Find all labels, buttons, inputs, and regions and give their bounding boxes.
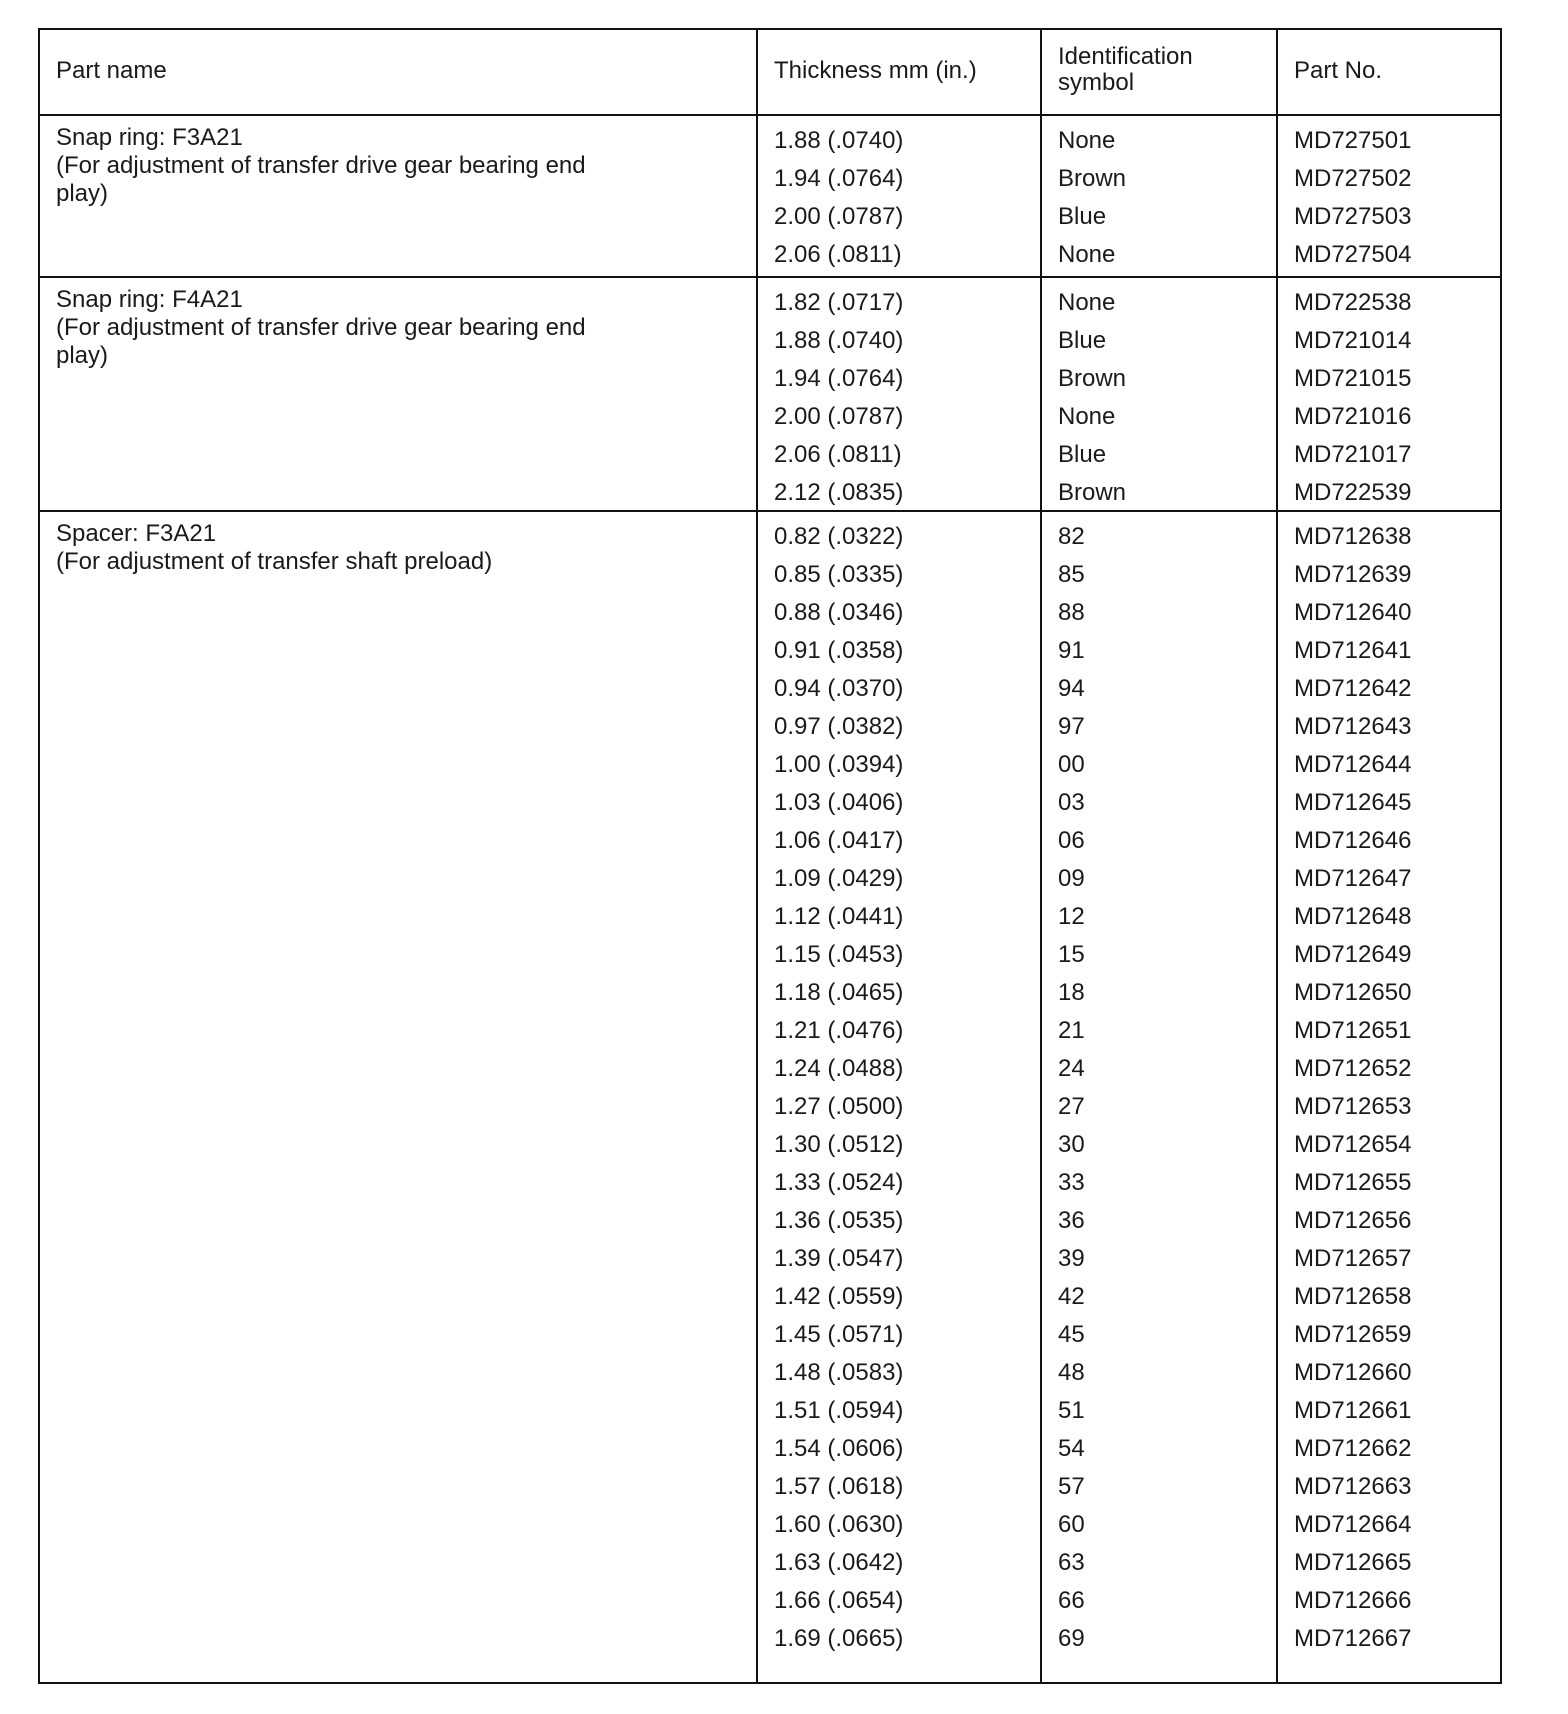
part-number-cell: MD712649 <box>1294 941 1412 968</box>
thickness-cell: 2.00 (.0787) <box>774 203 904 230</box>
identification-symbol-cell: 12 <box>1058 903 1085 930</box>
part-number-cell: MD721017 <box>1294 441 1412 468</box>
table-row <box>40 860 1500 898</box>
table-row <box>40 518 1500 556</box>
thickness-cell: 1.45 (.0571) <box>774 1321 904 1348</box>
table-row <box>40 1050 1500 1088</box>
table-row <box>40 1620 1500 1658</box>
part-number-cell: MD712662 <box>1294 1435 1412 1462</box>
identification-symbol-cell: 15 <box>1058 941 1085 968</box>
part-number-cell: MD722538 <box>1294 289 1412 316</box>
thickness-cell: 1.39 (.0547) <box>774 1245 904 1272</box>
identification-symbol-cell: 24 <box>1058 1055 1085 1082</box>
part-number-cell: MD712654 <box>1294 1131 1412 1158</box>
thickness-cell: 1.57 (.0618) <box>774 1473 904 1500</box>
table-row <box>40 670 1500 708</box>
table-row <box>40 1430 1500 1468</box>
part-name: Spacer: F3A21 <box>56 520 217 547</box>
part-number-cell: MD712665 <box>1294 1549 1412 1576</box>
table-row <box>40 822 1500 860</box>
part-number-cell: MD712646 <box>1294 827 1412 854</box>
identification-symbol-cell: 45 <box>1058 1321 1085 1348</box>
thickness-cell: 1.69 (.0665) <box>774 1625 904 1652</box>
part-number-cell: MD712657 <box>1294 1245 1412 1272</box>
thickness-cell: 1.24 (.0488) <box>774 1055 904 1082</box>
thickness-cell: 1.54 (.0606) <box>774 1435 904 1462</box>
thickness-cell: 2.06 (.0811) <box>774 241 902 268</box>
part-number-cell: MD712653 <box>1294 1093 1412 1120</box>
thickness-cell: 1.09 (.0429) <box>774 865 904 892</box>
table-row <box>40 474 1500 512</box>
identification-symbol-cell: 63 <box>1058 1549 1085 1576</box>
table-row <box>40 1316 1500 1354</box>
part-number-cell: MD712655 <box>1294 1169 1412 1196</box>
table-row <box>40 1506 1500 1544</box>
thickness-cell: 1.03 (.0406) <box>774 789 904 816</box>
part-number-cell: MD712641 <box>1294 637 1412 664</box>
thickness-cell: 2.00 (.0787) <box>774 403 904 430</box>
table-row <box>40 594 1500 632</box>
identification-symbol-cell: Blue <box>1058 441 1107 468</box>
table-group-snap-ring-f3a21 <box>40 116 1500 276</box>
thickness-cell: 0.82 (.0322) <box>774 523 904 550</box>
part-description: (For adjustment of transfer drive gear bearing end <box>56 152 586 179</box>
identification-symbol-cell: 51 <box>1058 1397 1085 1424</box>
table-row <box>40 1354 1500 1392</box>
identification-symbol-cell: 33 <box>1058 1169 1085 1196</box>
identification-symbol-cell: 60 <box>1058 1511 1085 1538</box>
table-row <box>40 198 1500 236</box>
identification-symbol-cell: 42 <box>1058 1283 1085 1310</box>
identification-symbol-cell: 69 <box>1058 1625 1085 1652</box>
identification-symbol-cell: 39 <box>1058 1245 1085 1272</box>
part-description: (For adjustment of transfer shaft preload) <box>56 548 493 575</box>
table-row <box>40 746 1500 784</box>
table-row <box>40 936 1500 974</box>
identification-symbol-cell: 66 <box>1058 1587 1085 1614</box>
identification-symbol-cell: 18 <box>1058 979 1085 1006</box>
thickness-cell: 1.63 (.0642) <box>774 1549 904 1576</box>
thickness-cell: 1.42 (.0559) <box>774 1283 904 1310</box>
part-number-cell: MD712642 <box>1294 675 1412 702</box>
part-description: play) <box>56 180 109 207</box>
table-row <box>40 632 1500 670</box>
part-number-cell: MD712650 <box>1294 979 1412 1006</box>
identification-symbol-cell: 27 <box>1058 1093 1085 1120</box>
part-number-cell: MD712648 <box>1294 903 1412 930</box>
identification-symbol-cell: 00 <box>1058 751 1085 778</box>
part-number-cell: MD727502 <box>1294 165 1412 192</box>
identification-symbol-cell: 54 <box>1058 1435 1085 1462</box>
part-number-cell: MD712656 <box>1294 1207 1412 1234</box>
identification-symbol-cell: 03 <box>1058 789 1085 816</box>
table-row <box>40 1240 1500 1278</box>
thickness-cell: 1.15 (.0453) <box>774 941 904 968</box>
part-number-cell: MD712652 <box>1294 1055 1412 1082</box>
part-number-cell: MD712647 <box>1294 865 1412 892</box>
identification-symbol-cell: 57 <box>1058 1473 1085 1500</box>
thickness-cell: 1.60 (.0630) <box>774 1511 904 1538</box>
identification-symbol-cell: None <box>1058 289 1116 316</box>
table-row <box>40 1012 1500 1050</box>
thickness-cell: 1.66 (.0654) <box>774 1587 904 1614</box>
thickness-cell: 0.91 (.0358) <box>774 637 904 664</box>
table-row <box>40 1164 1500 1202</box>
identification-symbol-cell: 94 <box>1058 675 1085 702</box>
thickness-cell: 0.85 (.0335) <box>774 561 904 588</box>
table-row <box>40 236 1500 274</box>
part-number-cell: MD712639 <box>1294 561 1412 588</box>
part-name: Snap ring: F4A21 <box>56 286 243 313</box>
thickness-cell: 1.06 (.0417) <box>774 827 904 854</box>
thickness-cell: 1.27 (.0500) <box>774 1093 904 1120</box>
identification-symbol-cell: 82 <box>1058 523 1085 550</box>
table-group-spacer-f3a21 <box>40 512 1500 1682</box>
header-part-no: Part No. <box>1294 57 1383 84</box>
table-row <box>40 1468 1500 1506</box>
identification-symbol-cell: 91 <box>1058 637 1085 664</box>
thickness-cell: 0.88 (.0346) <box>774 599 904 626</box>
identification-symbol-cell: 21 <box>1058 1017 1085 1044</box>
part-number-cell: MD712638 <box>1294 523 1412 550</box>
part-number-cell: MD722539 <box>1294 479 1412 506</box>
part-number-cell: MD712658 <box>1294 1283 1412 1310</box>
table-row <box>40 974 1500 1012</box>
identification-symbol-cell: None <box>1058 403 1116 430</box>
table-row <box>40 1392 1500 1430</box>
part-number-cell: MD712664 <box>1294 1511 1412 1538</box>
thickness-cell: 1.82 (.0717) <box>774 289 904 316</box>
header-symbol: symbol <box>1058 69 1135 96</box>
thickness-cell: 2.06 (.0811) <box>774 441 902 468</box>
thickness-cell: 1.94 (.0764) <box>774 365 904 392</box>
parts-table <box>38 28 1502 1684</box>
thickness-cell: 0.97 (.0382) <box>774 713 904 740</box>
thickness-cell: 1.00 (.0394) <box>774 751 904 778</box>
table-row <box>40 1278 1500 1316</box>
identification-symbol-cell: Brown <box>1058 165 1127 192</box>
identification-symbol-cell: 85 <box>1058 561 1085 588</box>
thickness-cell: 1.94 (.0764) <box>774 165 904 192</box>
header-identification: Identification <box>1058 43 1193 70</box>
table-row <box>40 556 1500 594</box>
identification-symbol-cell: Blue <box>1058 327 1107 354</box>
part-description: (For adjustment of transfer drive gear bearing end <box>56 314 586 341</box>
thickness-cell: 1.88 (.0740) <box>774 127 904 154</box>
thickness-cell: 1.30 (.0512) <box>774 1131 904 1158</box>
table-row <box>40 160 1500 198</box>
identification-symbol-cell: Blue <box>1058 203 1107 230</box>
part-description: play) <box>56 342 109 369</box>
identification-symbol-cell: 36 <box>1058 1207 1085 1234</box>
identification-symbol-cell: 30 <box>1058 1131 1085 1158</box>
thickness-cell: 2.12 (.0835) <box>774 479 904 506</box>
part-number-cell: MD712645 <box>1294 789 1412 816</box>
table-row <box>40 1126 1500 1164</box>
part-number-cell: MD712644 <box>1294 751 1412 778</box>
thickness-cell: 1.48 (.0583) <box>774 1359 904 1386</box>
part-number-cell: MD727503 <box>1294 203 1412 230</box>
table-row <box>40 436 1500 474</box>
identification-symbol-cell: Brown <box>1058 365 1127 392</box>
thickness-cell: 1.18 (.0465) <box>774 979 904 1006</box>
part-number-cell: MD712640 <box>1294 599 1412 626</box>
thickness-cell: 0.94 (.0370) <box>774 675 904 702</box>
part-number-cell: MD712660 <box>1294 1359 1412 1386</box>
header-part-name: Part name <box>56 57 167 84</box>
table-row <box>40 398 1500 436</box>
thickness-cell: 1.33 (.0524) <box>774 1169 904 1196</box>
part-number-cell: MD721014 <box>1294 327 1412 354</box>
part-number-cell: MD727501 <box>1294 127 1412 154</box>
identification-symbol-cell: 09 <box>1058 865 1085 892</box>
table-group-snap-ring-f4a21 <box>40 278 1500 510</box>
header-thickness: Thickness mm (in.) <box>774 57 977 84</box>
identification-symbol-cell: None <box>1058 127 1116 154</box>
part-number-cell: MD712643 <box>1294 713 1412 740</box>
part-number-cell: MD712659 <box>1294 1321 1412 1348</box>
thickness-cell: 1.36 (.0535) <box>774 1207 904 1234</box>
part-number-cell: MD721015 <box>1294 365 1412 392</box>
identification-symbol-cell: Brown <box>1058 479 1127 506</box>
part-name: Snap ring: F3A21 <box>56 124 243 151</box>
table-row <box>40 784 1500 822</box>
table-row <box>40 284 1500 322</box>
table-row <box>40 1202 1500 1240</box>
thickness-cell: 1.51 (.0594) <box>774 1397 904 1424</box>
identification-symbol-cell: 48 <box>1058 1359 1085 1386</box>
identification-symbol-cell: 88 <box>1058 599 1085 626</box>
table-header <box>40 30 1500 116</box>
table-row <box>40 1088 1500 1126</box>
part-number-cell: MD712666 <box>1294 1587 1412 1614</box>
part-number-cell: MD712663 <box>1294 1473 1412 1500</box>
thickness-cell: 1.88 (.0740) <box>774 327 904 354</box>
table-row <box>40 360 1500 398</box>
thickness-cell: 1.12 (.0441) <box>774 903 904 930</box>
table-row <box>40 322 1500 360</box>
part-number-cell: MD712661 <box>1294 1397 1412 1424</box>
part-number-cell: MD712667 <box>1294 1625 1412 1652</box>
thickness-cell: 1.21 (.0476) <box>774 1017 904 1044</box>
identification-symbol-cell: 06 <box>1058 827 1085 854</box>
table-row <box>40 1582 1500 1620</box>
table-row <box>40 1544 1500 1582</box>
identification-symbol-cell: 97 <box>1058 713 1085 740</box>
part-number-cell: MD727504 <box>1294 241 1412 268</box>
table-row <box>40 898 1500 936</box>
identification-symbol-cell: None <box>1058 241 1116 268</box>
part-number-cell: MD712651 <box>1294 1017 1412 1044</box>
table-row <box>40 708 1500 746</box>
part-number-cell: MD721016 <box>1294 403 1412 430</box>
table-row <box>40 122 1500 160</box>
